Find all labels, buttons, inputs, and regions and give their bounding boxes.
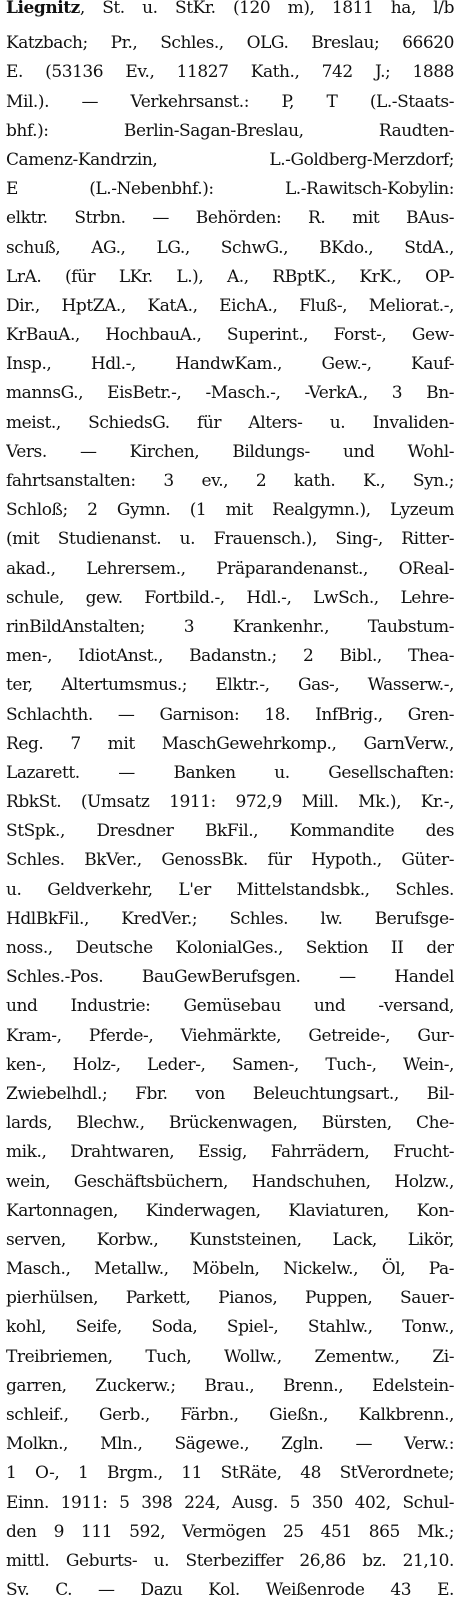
entry-line-49: schleif., Gerb., Färbn., Gießn., Kalkbrenn.,	[6, 1405, 454, 1425]
entry-line-16: Vers. — Kirchen, Bildungs- und Wohl-	[6, 441, 454, 462]
entry-line-24: ter, Altertumsmus.; Elktr.-, Gas-, Wasserw.-,	[6, 675, 454, 696]
entry-line-29: StSpk., Dresdner BkFil., Kommandite des	[6, 821, 454, 842]
entry-line-22: rinBildAnstalten; 3 Krankenhr., Taubstum-	[6, 616, 454, 637]
entry-line-1-text: , St. u. StKr. (120 m), 1811 ha, l/b	[79, 0, 454, 18]
entry-line-28: RbkSt. (Umsatz 1911: 972,9 Mill. Mk.), Kr.-,	[6, 792, 454, 813]
entry-line-25: Schlachth. — Garnison: 18. InfBrig., Gren-	[6, 704, 454, 725]
entry-line-14: mannsG., EisBetr.-, -Masch.-, -VerkA., 3 Bn-	[6, 383, 454, 404]
entry-line-17: fahrtsanstalten: 3 ev., 2 kath. K., Syn.;	[6, 471, 454, 491]
entry-line-54: mittl. Geburts- u. Sterbeziffer 26,86 bz. 21,10.	[6, 1550, 454, 1571]
entry-line-20: akad., Lehrersem., Präparandenanst., OReal-	[6, 558, 454, 579]
entry-line-46: kohl, Seife, Soda, Spiel-, Stahlw., Tonw.,	[6, 1317, 454, 1338]
dictionary-entry	[6, 0, 454, 1601]
entry-line-41: wein, Geschäftsbüchern, Handschuhen, Holzw.,	[6, 1171, 454, 1192]
entry-line-26: Reg. 7 mit MaschGewehrkomp., GarnVerw.,	[6, 733, 454, 754]
entry-line-35: und Industrie: Gemüsebau und -versand,	[6, 996, 454, 1017]
entry-line-6: Camenz-Kandrzin, L.-Goldberg-Merzdorf;	[6, 149, 454, 170]
entry-line-27: Lazarett. — Banken u. Gesellschaften:	[6, 762, 454, 783]
entry-line-40: mik., Drahtwaren, Essig, Fahrrädern, Frucht-	[6, 1142, 454, 1163]
entry-line-21: schule, gew. Fortbild.-, Hdl.-, LwSch., Lehre-	[6, 587, 454, 608]
entry-line-43: serven, Korbw., Kunststeinen, Lack, Likör,	[6, 1229, 454, 1250]
entry-line-51: 1 O-, 1 Brgm., 11 StRäte, 48 StVerordnete;	[6, 1463, 454, 1484]
entry-line-11: Dir., HptZA., KatA., EichA., Fluß-, Meliorat.-,	[6, 295, 454, 316]
entry-line-38: Zwiebelhdl.; Fbr. von Beleuchtungsart., Bil-	[6, 1083, 454, 1104]
entry-line-55: Sv. C. — Dazu Kol. Weißenrode 43 E.	[6, 1580, 454, 1601]
entry-line-36: Kram-, Pferde-, Viehmärkte, Getreide-, Gur-	[6, 1025, 454, 1046]
entry-line-8: elktr. Strbn. — Behörden: R. mit BAus-	[6, 208, 454, 229]
entry-line-23: men-, IdiotAnst., Badanstn.; 2 Bibl., Thea-	[6, 646, 454, 667]
entry-line-48: garren, Zuckerw.; Brau., Brenn., Edelstein-	[6, 1375, 454, 1396]
entry-headword: Liegnitz	[6, 0, 80, 18]
entry-line-37: ken-, Holz-, Leder-, Samen-, Tuch-, Wein-,	[6, 1054, 454, 1075]
entry-line-45: pierhülsen, Parkett, Pianos, Puppen, Sauer-	[6, 1288, 454, 1309]
entry-line-1	[6, 0, 454, 23]
entry-line-33: noss., Deutsche KolonialGes., Sektion II der	[6, 938, 454, 958]
entry-line-18: Schloß; 2 Gymn. (1 mit Realgymn.), Lyzeum	[6, 500, 454, 521]
entry-line-3: E. (53136 Ev., 11827 Kath., 742 J.; 1888	[6, 62, 454, 83]
entry-line-9: schuß, AG., LG., SchwG., BKdo., StdA.,	[6, 237, 454, 258]
entry-line-42: Kartonnagen, Kinderwagen, Klaviaturen, Kon-	[6, 1200, 454, 1221]
entry-line-53: den 9 111 592, Vermögen 25 451 865 Mk.;	[6, 1521, 454, 1542]
entry-line-32: HdlBkFil., KredVer.; Schles. lw. Berufsge-	[6, 908, 454, 929]
entry-line-13: Insp., Hdl.-, HandwKam., Gew.-, Kauf-	[6, 354, 454, 375]
entry-line-39: lards, Blechw., Brückenwagen, Bürsten, Che-	[6, 1113, 454, 1134]
entry-line-5: bhf.): Berlin-Sagan-Breslau, Raudten-	[6, 120, 454, 141]
entry-line-10: LrA. (für LKr. L.), A., RBptK., KrK., OP-	[6, 266, 454, 287]
entry-line-44: Masch., Metallw., Möbeln, Nickelw., Öl, Pa-	[6, 1259, 454, 1280]
entry-line-4: Mil.). — Verkehrsanst.: P, T (L.-Staats-	[6, 91, 454, 112]
entry-line-19: (mit Studienanst. u. Frauensch.), Sing-, Ritter-	[6, 529, 454, 550]
entry-line-47: Treibriemen, Tuch, Wollw., Zementw., Zi-	[6, 1346, 454, 1367]
entry-line-2: Katzbach; Pr., Schles., OLG. Breslau; 66620	[6, 33, 454, 54]
entry-line-52: Einn. 1911: 5 398 224, Ausg. 5 350 402, Schul-	[6, 1492, 454, 1513]
entry-line-15: meist., SchiedsG. für Alters- u. Invaliden-	[6, 412, 454, 433]
entry-line-34: Schles.-Pos. BauGewBerufsgen. — Handel	[6, 967, 454, 988]
entry-line-30: Schles. BkVer., GenossBk. für Hypoth., Güter-	[6, 850, 454, 871]
entry-line-12: KrBauA., HochbauA., Superint., Forst-, Gew-	[6, 325, 454, 346]
entry-line-50: Molkn., Mln., Sägewe., Zgln. — Verw.:	[6, 1434, 454, 1455]
entry-line-7: E (L.-Nebenbhf.): L.-Rawitsch-Kobylin:	[6, 179, 454, 200]
entry-line-31: u. Geldverkehr, L'er Mittelstandsbk., Schles.	[6, 879, 454, 900]
